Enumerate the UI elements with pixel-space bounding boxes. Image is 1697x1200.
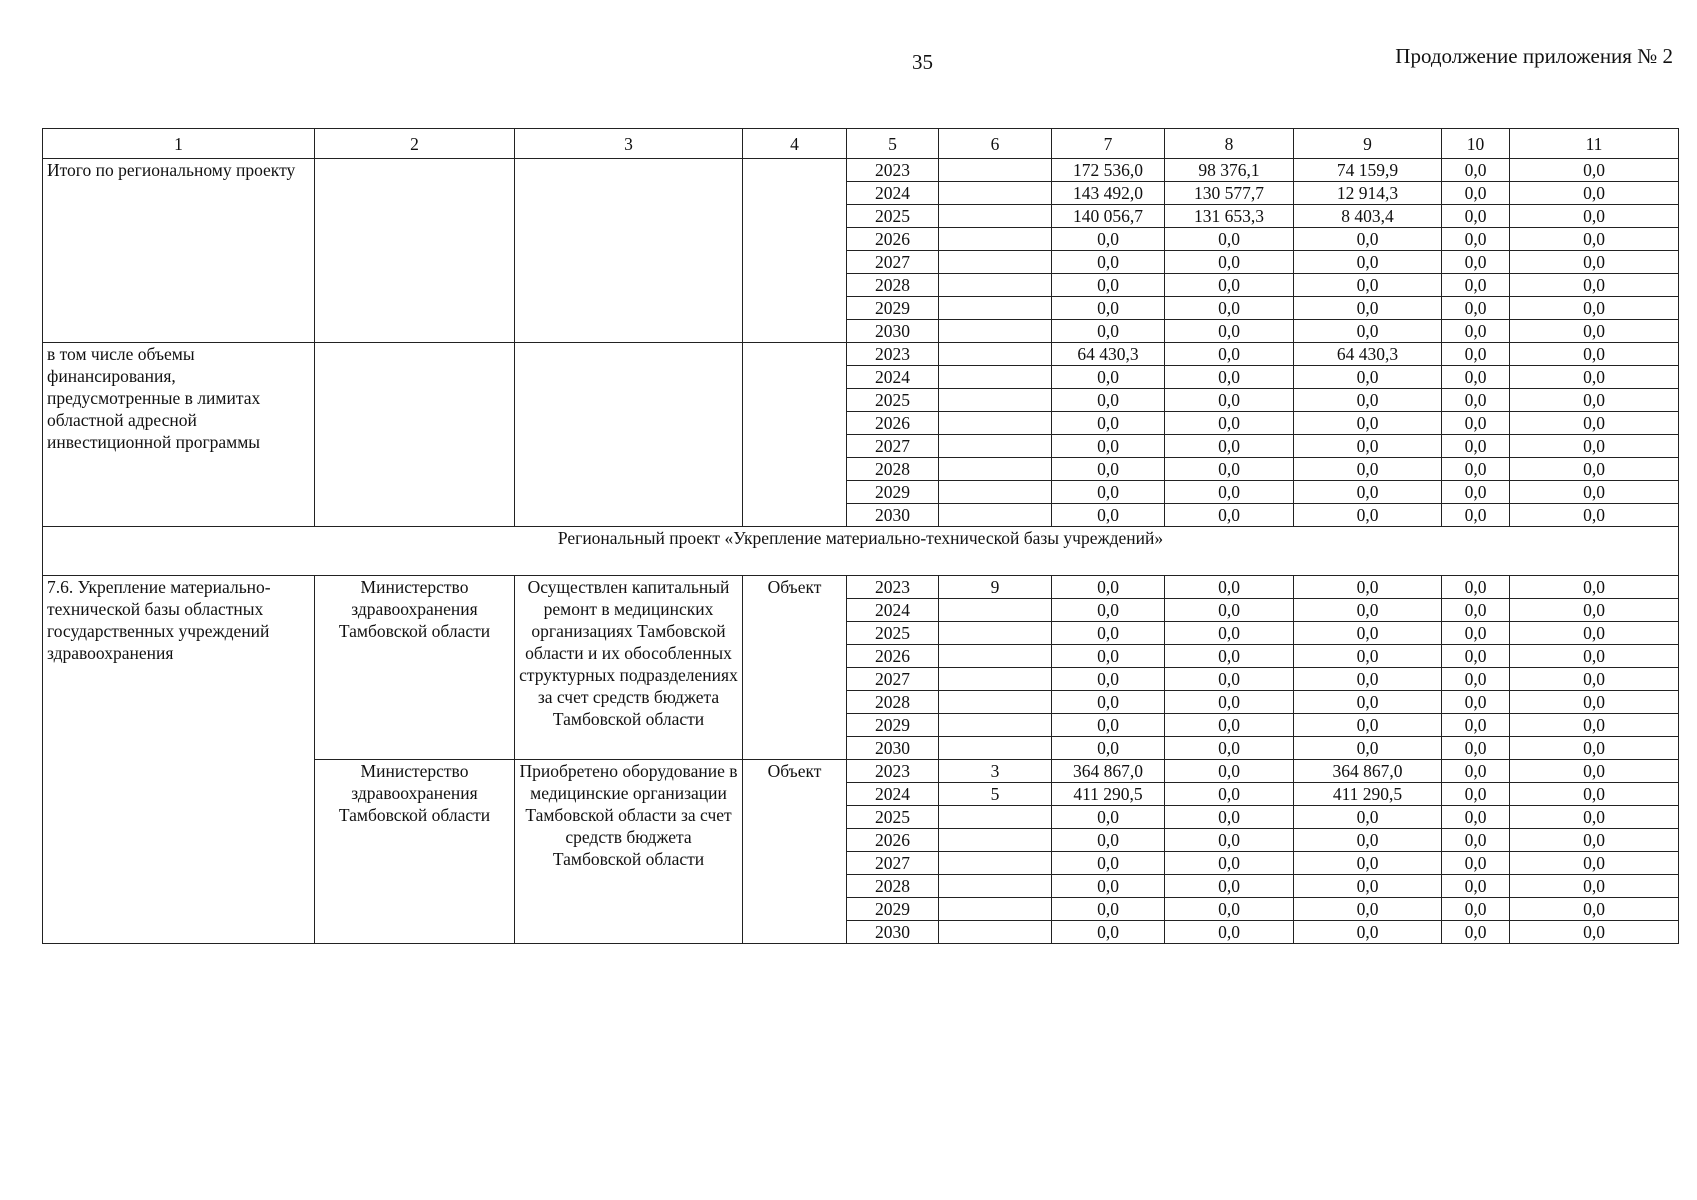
value-cell-c6 xyxy=(939,320,1052,343)
row-label: в том числе объемы финансирования, предусмотренные в лимитах областной адресной инвестиционной программы xyxy=(43,343,315,527)
year-cell: 2023 xyxy=(847,760,939,783)
value-cell-c11: 0,0 xyxy=(1510,829,1679,852)
value-cell-c9: 64 430,3 xyxy=(1294,343,1442,366)
value-cell-c7: 0,0 xyxy=(1052,320,1165,343)
value-cell-c6: 3 xyxy=(939,760,1052,783)
value-cell-c11: 0,0 xyxy=(1510,806,1679,829)
value-cell-c9: 0,0 xyxy=(1294,228,1442,251)
value-cell-c9: 12 914,3 xyxy=(1294,182,1442,205)
year-cell: 2027 xyxy=(847,251,939,274)
value-cell-c9: 0,0 xyxy=(1294,921,1442,944)
value-cell-c9: 74 159,9 xyxy=(1294,159,1442,182)
value-cell-c6 xyxy=(939,737,1052,760)
value-cell-c7: 0,0 xyxy=(1052,668,1165,691)
value-cell-c11: 0,0 xyxy=(1510,435,1679,458)
value-cell-c11: 0,0 xyxy=(1510,182,1679,205)
value-cell-c11: 0,0 xyxy=(1510,205,1679,228)
value-cell-c10: 0,0 xyxy=(1442,921,1510,944)
value-cell-c7: 0,0 xyxy=(1052,875,1165,898)
value-cell-c8: 0,0 xyxy=(1165,504,1294,527)
value-cell-c10: 0,0 xyxy=(1442,875,1510,898)
table-row xyxy=(43,159,1679,182)
value-cell-c9: 0,0 xyxy=(1294,458,1442,481)
value-cell-c7: 0,0 xyxy=(1052,898,1165,921)
value-cell-c8: 0,0 xyxy=(1165,875,1294,898)
value-cell-c11: 0,0 xyxy=(1510,228,1679,251)
value-cell-c8: 131 653,3 xyxy=(1165,205,1294,228)
value-cell-c6 xyxy=(939,714,1052,737)
value-cell-c10: 0,0 xyxy=(1442,412,1510,435)
value-cell-c8: 0,0 xyxy=(1165,852,1294,875)
value-cell-c8: 0,0 xyxy=(1165,737,1294,760)
value-cell-c9: 0,0 xyxy=(1294,714,1442,737)
value-cell-c10: 0,0 xyxy=(1442,737,1510,760)
value-cell-c10: 0,0 xyxy=(1442,622,1510,645)
value-cell-c11: 0,0 xyxy=(1510,251,1679,274)
column-header-8: 8 xyxy=(1165,129,1294,159)
value-cell-c6 xyxy=(939,504,1052,527)
value-cell-c9: 0,0 xyxy=(1294,829,1442,852)
value-cell-c10: 0,0 xyxy=(1442,251,1510,274)
value-cell-c7: 0,0 xyxy=(1052,737,1165,760)
year-cell: 2029 xyxy=(847,297,939,320)
value-cell-c6 xyxy=(939,622,1052,645)
value-cell-c7: 0,0 xyxy=(1052,458,1165,481)
value-cell-c10: 0,0 xyxy=(1442,435,1510,458)
value-cell-c7: 0,0 xyxy=(1052,481,1165,504)
value-cell-c9: 364 867,0 xyxy=(1294,760,1442,783)
value-cell-c11: 0,0 xyxy=(1510,343,1679,366)
value-cell-c10: 0,0 xyxy=(1442,481,1510,504)
column-header-2: 2 xyxy=(315,129,515,159)
value-cell-c9: 0,0 xyxy=(1294,875,1442,898)
value-cell-c7: 411 290,5 xyxy=(1052,783,1165,806)
year-cell: 2025 xyxy=(847,205,939,228)
result-cell: Осуществлен капитальный ремонт в медицинских организациях Тамбовской области и их обособленных структурных подразделениях за счет средств бюджета Тамбовской области xyxy=(515,576,743,760)
value-cell-c11: 0,0 xyxy=(1510,458,1679,481)
value-cell-c6 xyxy=(939,921,1052,944)
year-cell: 2023 xyxy=(847,159,939,182)
value-cell-c6 xyxy=(939,829,1052,852)
value-cell-c10: 0,0 xyxy=(1442,182,1510,205)
value-cell-c10: 0,0 xyxy=(1442,504,1510,527)
unit-cell: Объект xyxy=(743,760,847,944)
value-cell-c8: 0,0 xyxy=(1165,458,1294,481)
value-cell-c8: 0,0 xyxy=(1165,320,1294,343)
value-cell-c10: 0,0 xyxy=(1442,159,1510,182)
value-cell-c10: 0,0 xyxy=(1442,228,1510,251)
value-cell-c9: 0,0 xyxy=(1294,481,1442,504)
value-cell-c11: 0,0 xyxy=(1510,389,1679,412)
year-cell: 2024 xyxy=(847,182,939,205)
year-cell: 2028 xyxy=(847,274,939,297)
value-cell-c7: 0,0 xyxy=(1052,691,1165,714)
value-cell-c6 xyxy=(939,159,1052,182)
value-cell-c9: 0,0 xyxy=(1294,274,1442,297)
column-header-7: 7 xyxy=(1052,129,1165,159)
value-cell-c11: 0,0 xyxy=(1510,645,1679,668)
value-cell-c11: 0,0 xyxy=(1510,274,1679,297)
item-title: 7.6. Укрепление материально-технической базы областных государственных учреждений здравоохранения xyxy=(43,576,315,944)
value-cell-c10: 0,0 xyxy=(1442,714,1510,737)
column-header-10: 10 xyxy=(1442,129,1510,159)
value-cell-c9: 0,0 xyxy=(1294,504,1442,527)
value-cell-c9: 0,0 xyxy=(1294,737,1442,760)
value-cell-c8: 0,0 xyxy=(1165,389,1294,412)
value-cell-c8: 0,0 xyxy=(1165,228,1294,251)
column-header-6: 6 xyxy=(939,129,1052,159)
executor-cell: Министерство здравоохранения Тамбовской области xyxy=(315,760,515,944)
value-cell-c7: 0,0 xyxy=(1052,297,1165,320)
value-cell-c6: 5 xyxy=(939,783,1052,806)
value-cell-c9: 0,0 xyxy=(1294,251,1442,274)
value-cell-c7: 0,0 xyxy=(1052,599,1165,622)
value-cell-c8: 0,0 xyxy=(1165,297,1294,320)
value-cell-c8: 0,0 xyxy=(1165,898,1294,921)
value-cell-c8: 0,0 xyxy=(1165,829,1294,852)
value-cell-c6 xyxy=(939,205,1052,228)
value-cell-c7: 0,0 xyxy=(1052,622,1165,645)
value-cell-c10: 0,0 xyxy=(1442,806,1510,829)
section-title: Региональный проект «Укрепление материально-технической базы учреждений» xyxy=(43,527,1679,576)
value-cell-c10: 0,0 xyxy=(1442,898,1510,921)
unit-cell xyxy=(743,159,847,343)
value-cell-c6 xyxy=(939,806,1052,829)
value-cell-c8: 0,0 xyxy=(1165,599,1294,622)
column-header-1: 1 xyxy=(43,129,315,159)
year-cell: 2027 xyxy=(847,668,939,691)
column-header-3: 3 xyxy=(515,129,743,159)
value-cell-c9: 0,0 xyxy=(1294,412,1442,435)
value-cell-c10: 0,0 xyxy=(1442,829,1510,852)
value-cell-c9: 0,0 xyxy=(1294,576,1442,599)
value-cell-c6 xyxy=(939,343,1052,366)
value-cell-c9: 0,0 xyxy=(1294,645,1442,668)
value-cell-c9: 0,0 xyxy=(1294,691,1442,714)
value-cell-c7: 172 536,0 xyxy=(1052,159,1165,182)
year-cell: 2024 xyxy=(847,366,939,389)
unit-cell xyxy=(743,343,847,527)
year-cell: 2024 xyxy=(847,599,939,622)
value-cell-c9: 0,0 xyxy=(1294,366,1442,389)
value-cell-c9: 0,0 xyxy=(1294,297,1442,320)
value-cell-c11: 0,0 xyxy=(1510,921,1679,944)
year-cell: 2028 xyxy=(847,691,939,714)
value-cell-c7: 0,0 xyxy=(1052,921,1165,944)
year-cell: 2029 xyxy=(847,714,939,737)
value-cell-c6 xyxy=(939,852,1052,875)
value-cell-c7: 0,0 xyxy=(1052,852,1165,875)
value-cell-c6 xyxy=(939,458,1052,481)
value-cell-c11: 0,0 xyxy=(1510,622,1679,645)
value-cell-c8: 0,0 xyxy=(1165,576,1294,599)
value-cell-c10: 0,0 xyxy=(1442,389,1510,412)
value-cell-c8: 0,0 xyxy=(1165,251,1294,274)
year-cell: 2030 xyxy=(847,737,939,760)
value-cell-c9: 0,0 xyxy=(1294,435,1442,458)
value-cell-c8: 0,0 xyxy=(1165,435,1294,458)
value-cell-c7: 0,0 xyxy=(1052,435,1165,458)
value-cell-c10: 0,0 xyxy=(1442,320,1510,343)
year-cell: 2026 xyxy=(847,829,939,852)
value-cell-c10: 0,0 xyxy=(1442,668,1510,691)
value-cell-c7: 0,0 xyxy=(1052,806,1165,829)
year-cell: 2025 xyxy=(847,622,939,645)
value-cell-c9: 0,0 xyxy=(1294,852,1442,875)
column-header-11: 11 xyxy=(1510,129,1679,159)
financing-table xyxy=(42,128,1679,944)
value-cell-c6 xyxy=(939,274,1052,297)
value-cell-c10: 0,0 xyxy=(1442,760,1510,783)
value-cell-c9: 0,0 xyxy=(1294,389,1442,412)
value-cell-c7: 0,0 xyxy=(1052,829,1165,852)
value-cell-c7: 0,0 xyxy=(1052,504,1165,527)
page-number: 35 xyxy=(912,50,933,74)
executor-cell xyxy=(315,159,515,343)
year-cell: 2030 xyxy=(847,320,939,343)
value-cell-c6 xyxy=(939,875,1052,898)
year-cell: 2025 xyxy=(847,806,939,829)
value-cell-c11: 0,0 xyxy=(1510,599,1679,622)
value-cell-c8: 0,0 xyxy=(1165,274,1294,297)
value-cell-c8: 0,0 xyxy=(1165,343,1294,366)
value-cell-c6 xyxy=(939,481,1052,504)
value-cell-c6 xyxy=(939,412,1052,435)
value-cell-c8: 0,0 xyxy=(1165,668,1294,691)
value-cell-c7: 143 492,0 xyxy=(1052,182,1165,205)
value-cell-c11: 0,0 xyxy=(1510,852,1679,875)
section-row xyxy=(43,527,1679,576)
value-cell-c11: 0,0 xyxy=(1510,898,1679,921)
value-cell-c11: 0,0 xyxy=(1510,691,1679,714)
value-cell-c8: 0,0 xyxy=(1165,760,1294,783)
value-cell-c10: 0,0 xyxy=(1442,297,1510,320)
column-header-9: 9 xyxy=(1294,129,1442,159)
year-cell: 2029 xyxy=(847,481,939,504)
row-label: Итого по региональному проекту xyxy=(43,159,315,343)
value-cell-c6: 9 xyxy=(939,576,1052,599)
value-cell-c6 xyxy=(939,691,1052,714)
value-cell-c7: 0,0 xyxy=(1052,366,1165,389)
executor-cell: Министерство здравоохранения Тамбовской области xyxy=(315,576,515,760)
value-cell-c7: 0,0 xyxy=(1052,576,1165,599)
value-cell-c6 xyxy=(939,898,1052,921)
table-row xyxy=(43,343,1679,366)
year-cell: 2030 xyxy=(847,504,939,527)
result-cell: Приобретено оборудование в медицинские организации Тамбовской области за счет средств бюджета Тамбовской области xyxy=(515,760,743,944)
year-cell: 2028 xyxy=(847,875,939,898)
unit-cell: Объект xyxy=(743,576,847,760)
value-cell-c6 xyxy=(939,599,1052,622)
value-cell-c11: 0,0 xyxy=(1510,668,1679,691)
value-cell-c10: 0,0 xyxy=(1442,691,1510,714)
value-cell-c6 xyxy=(939,297,1052,320)
table-row xyxy=(43,576,1679,599)
year-cell: 2026 xyxy=(847,645,939,668)
value-cell-c6 xyxy=(939,182,1052,205)
value-cell-c10: 0,0 xyxy=(1442,783,1510,806)
value-cell-c11: 0,0 xyxy=(1510,297,1679,320)
value-cell-c6 xyxy=(939,435,1052,458)
value-cell-c6 xyxy=(939,366,1052,389)
value-cell-c8: 0,0 xyxy=(1165,921,1294,944)
year-cell: 2028 xyxy=(847,458,939,481)
value-cell-c11: 0,0 xyxy=(1510,783,1679,806)
value-cell-c8: 0,0 xyxy=(1165,366,1294,389)
value-cell-c11: 0,0 xyxy=(1510,576,1679,599)
value-cell-c10: 0,0 xyxy=(1442,599,1510,622)
value-cell-c10: 0,0 xyxy=(1442,205,1510,228)
year-cell: 2026 xyxy=(847,228,939,251)
year-cell: 2030 xyxy=(847,921,939,944)
value-cell-c11: 0,0 xyxy=(1510,366,1679,389)
value-cell-c8: 0,0 xyxy=(1165,645,1294,668)
year-cell: 2024 xyxy=(847,783,939,806)
value-cell-c6 xyxy=(939,645,1052,668)
year-cell: 2027 xyxy=(847,435,939,458)
value-cell-c11: 0,0 xyxy=(1510,504,1679,527)
page-caption: Продолжение приложения № 2 xyxy=(1395,44,1673,68)
value-cell-c7: 0,0 xyxy=(1052,251,1165,274)
year-cell: 2023 xyxy=(847,343,939,366)
value-cell-c9: 0,0 xyxy=(1294,622,1442,645)
value-cell-c6 xyxy=(939,668,1052,691)
value-cell-c8: 0,0 xyxy=(1165,783,1294,806)
value-cell-c8: 0,0 xyxy=(1165,622,1294,645)
year-cell: 2029 xyxy=(847,898,939,921)
value-cell-c11: 0,0 xyxy=(1510,714,1679,737)
value-cell-c8: 0,0 xyxy=(1165,714,1294,737)
value-cell-c10: 0,0 xyxy=(1442,458,1510,481)
value-cell-c9: 0,0 xyxy=(1294,320,1442,343)
value-cell-c7: 0,0 xyxy=(1052,412,1165,435)
value-cell-c10: 0,0 xyxy=(1442,576,1510,599)
value-cell-c7: 64 430,3 xyxy=(1052,343,1165,366)
year-cell: 2027 xyxy=(847,852,939,875)
value-cell-c6 xyxy=(939,228,1052,251)
value-cell-c8: 130 577,7 xyxy=(1165,182,1294,205)
value-cell-c10: 0,0 xyxy=(1442,343,1510,366)
value-cell-c7: 0,0 xyxy=(1052,274,1165,297)
value-cell-c7: 0,0 xyxy=(1052,228,1165,251)
value-cell-c9: 0,0 xyxy=(1294,599,1442,622)
value-cell-c10: 0,0 xyxy=(1442,645,1510,668)
value-cell-c10: 0,0 xyxy=(1442,274,1510,297)
year-cell: 2026 xyxy=(847,412,939,435)
value-cell-c9: 0,0 xyxy=(1294,898,1442,921)
result-cell xyxy=(515,159,743,343)
value-cell-c7: 0,0 xyxy=(1052,389,1165,412)
value-cell-c10: 0,0 xyxy=(1442,852,1510,875)
value-cell-c7: 364 867,0 xyxy=(1052,760,1165,783)
value-cell-c6 xyxy=(939,251,1052,274)
value-cell-c9: 0,0 xyxy=(1294,806,1442,829)
value-cell-c11: 0,0 xyxy=(1510,737,1679,760)
value-cell-c9: 0,0 xyxy=(1294,668,1442,691)
value-cell-c8: 0,0 xyxy=(1165,481,1294,504)
column-header-4: 4 xyxy=(743,129,847,159)
value-cell-c11: 0,0 xyxy=(1510,481,1679,504)
value-cell-c9: 8 403,4 xyxy=(1294,205,1442,228)
value-cell-c8: 98 376,1 xyxy=(1165,159,1294,182)
header-row xyxy=(43,129,1679,159)
executor-cell xyxy=(315,343,515,527)
value-cell-c11: 0,0 xyxy=(1510,412,1679,435)
value-cell-c7: 0,0 xyxy=(1052,714,1165,737)
year-cell: 2023 xyxy=(847,576,939,599)
value-cell-c8: 0,0 xyxy=(1165,806,1294,829)
value-cell-c11: 0,0 xyxy=(1510,159,1679,182)
value-cell-c6 xyxy=(939,389,1052,412)
value-cell-c8: 0,0 xyxy=(1165,412,1294,435)
value-cell-c11: 0,0 xyxy=(1510,320,1679,343)
result-cell xyxy=(515,343,743,527)
value-cell-c9: 411 290,5 xyxy=(1294,783,1442,806)
value-cell-c10: 0,0 xyxy=(1442,366,1510,389)
value-cell-c11: 0,0 xyxy=(1510,875,1679,898)
column-header-5: 5 xyxy=(847,129,939,159)
value-cell-c7: 140 056,7 xyxy=(1052,205,1165,228)
year-cell: 2025 xyxy=(847,389,939,412)
value-cell-c7: 0,0 xyxy=(1052,645,1165,668)
value-cell-c8: 0,0 xyxy=(1165,691,1294,714)
value-cell-c11: 0,0 xyxy=(1510,760,1679,783)
